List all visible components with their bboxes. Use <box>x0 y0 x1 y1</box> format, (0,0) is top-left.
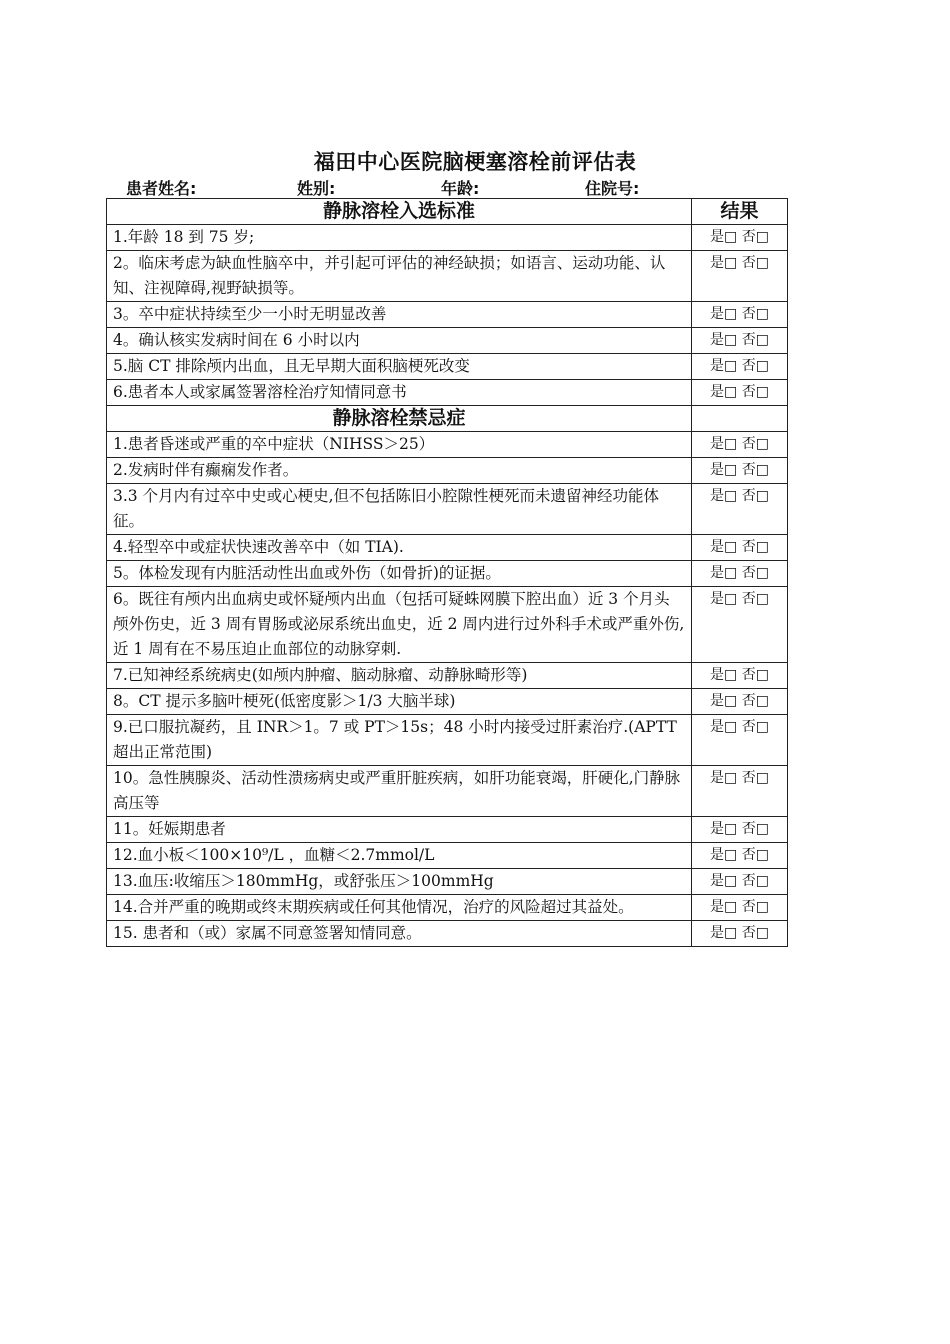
contraindication-row <box>107 895 788 921</box>
inclusion-row <box>107 251 788 302</box>
yes-no-checkbox[interactable]: 是□ 否□ <box>692 484 788 535</box>
contraindication-row <box>107 843 788 869</box>
inclusion-row <box>107 225 788 251</box>
contraindication-row <box>107 663 788 689</box>
inclusion-criterion: 5.脑 CT 排除颅内出血，且无早期大面积脑梗死改变 <box>107 354 692 380</box>
yes-no-checkbox[interactable]: 是□ 否□ <box>692 354 788 380</box>
contraindication-row <box>107 715 788 766</box>
contraindication-criterion: 5。体检发现有内脏活动性出血或外伤（如骨折)的证据。 <box>107 561 692 587</box>
yes-no-checkbox[interactable]: 是□ 否□ <box>692 225 788 251</box>
yes-no-checkbox[interactable]: 是□ 否□ <box>692 817 788 843</box>
contraindication-criterion: 10。急性胰腺炎、活动性溃疡病史或严重肝脏疾病，如肝功能衰竭，肝硬化,门静脉高压等 <box>107 766 692 817</box>
patient-name-label: 患者姓名: <box>126 179 197 198</box>
inclusion-criterion: 4。确认核实发病时间在 6 小时以内 <box>107 328 692 354</box>
yes-no-checkbox[interactable]: 是□ 否□ <box>692 561 788 587</box>
contraindication-row <box>107 921 788 947</box>
contraindication-criterion: 8。CT 提示多脑叶梗死(低密度影＞1/3 大脑半球) <box>107 689 692 715</box>
yes-no-checkbox[interactable]: 是□ 否□ <box>692 587 788 663</box>
yes-no-checkbox[interactable]: 是□ 否□ <box>692 663 788 689</box>
inclusion-criterion: 3。卒中症状持续至少一小时无明显改善 <box>107 302 692 328</box>
inclusion-row <box>107 354 788 380</box>
patient-info-row <box>0 176 950 198</box>
yes-no-checkbox[interactable]: 是□ 否□ <box>692 715 788 766</box>
age-label: 年龄: <box>441 179 480 198</box>
empty-cell <box>692 406 788 432</box>
inclusion-row <box>107 380 788 406</box>
result-column-header: 结果 <box>692 199 788 225</box>
yes-no-checkbox[interactable]: 是□ 否□ <box>692 380 788 406</box>
contraindication-row <box>107 869 788 895</box>
contraindication-row <box>107 587 788 663</box>
yes-no-checkbox[interactable]: 是□ 否□ <box>692 895 788 921</box>
contraindication-criterion: 9.已口服抗凝药，且 INR＞1。7 或 PT＞15s；48 小时内接受过肝素治疗.(APTT 超出正常范围) <box>107 715 692 766</box>
hospital-number-label: 住院号: <box>585 179 640 198</box>
yes-no-checkbox[interactable]: 是□ 否□ <box>692 869 788 895</box>
yes-no-checkbox[interactable]: 是□ 否□ <box>692 251 788 302</box>
contraindication-row <box>107 484 788 535</box>
contraindication-criterion: 14.合并严重的晚期或终末期疾病或任何其他情况，治疗的风险超过其益处。 <box>107 895 692 921</box>
contraindication-header-row <box>107 406 788 432</box>
inclusion-header-row <box>107 199 788 225</box>
yes-no-checkbox[interactable]: 是□ 否□ <box>692 921 788 947</box>
inclusion-section-title: 静脉溶栓入选标准 <box>107 199 692 225</box>
contraindication-criterion: 15. 患者和（或）家属不同意签署知情同意。 <box>107 921 692 947</box>
contraindication-row <box>107 689 788 715</box>
yes-no-checkbox[interactable]: 是□ 否□ <box>692 535 788 561</box>
contraindication-criterion: 2.发病时伴有癫痫发作者。 <box>107 458 692 484</box>
contraindication-criterion: 4.轻型卒中或症状快速改善卒中（如 TIA). <box>107 535 692 561</box>
contraindication-criterion: 1.患者昏迷或严重的卒中症状（NIHSS＞25） <box>107 432 692 458</box>
contraindication-criterion: 12.血小板＜100×10⁹/L ，血糖＜2.7mmol/L <box>107 843 692 869</box>
contraindication-row <box>107 535 788 561</box>
contraindication-section-title: 静脉溶栓禁忌症 <box>107 406 692 432</box>
inclusion-row <box>107 328 788 354</box>
yes-no-checkbox[interactable]: 是□ 否□ <box>692 689 788 715</box>
contraindication-criterion: 13.血压:收缩压＞180mmHg，或舒张压＞100mmHg <box>107 869 692 895</box>
assessment-table <box>106 198 788 947</box>
contraindication-row <box>107 766 788 817</box>
contraindication-criterion: 3.3 个月内有过卒中史或心梗史,但不包括陈旧小腔隙性梗死而未遗留神经功能体征。 <box>107 484 692 535</box>
page-title: 福田中心医院脑梗塞溶栓前评估表 <box>313 150 637 174</box>
contraindication-row <box>107 432 788 458</box>
yes-no-checkbox[interactable]: 是□ 否□ <box>692 302 788 328</box>
contraindication-row <box>107 817 788 843</box>
inclusion-row <box>107 302 788 328</box>
yes-no-checkbox[interactable]: 是□ 否□ <box>692 432 788 458</box>
contraindication-criterion: 11。妊娠期患者 <box>107 817 692 843</box>
contraindication-row <box>107 458 788 484</box>
contraindication-row <box>107 561 788 587</box>
yes-no-checkbox[interactable]: 是□ 否□ <box>692 328 788 354</box>
yes-no-checkbox[interactable]: 是□ 否□ <box>692 766 788 817</box>
contraindication-criterion: 7.已知神经系统病史(如颅内肿瘤、脑动脉瘤、动静脉畸形等) <box>107 663 692 689</box>
sex-label: 姓别: <box>297 179 336 198</box>
inclusion-criterion: 1.年龄 18 到 75 岁; <box>107 225 692 251</box>
inclusion-criterion: 6.患者本人或家属签署溶栓治疗知情同意书 <box>107 380 692 406</box>
contraindication-criterion: 6。既往有颅内出血病史或怀疑颅内出血（包括可疑蛛网膜下腔出血）近 3 个月头颅外伤史，近 3 周有胃肠或泌尿系统出血史，近 2 周内进行过外科手术或严重外伤,近 1 周有在不易压迫止血部位的动脉穿刺. <box>107 587 692 663</box>
inclusion-criterion: 2。临床考虑为缺血性脑卒中，并引起可评估的神经缺损；如语言、运动功能、认知、注视障碍,视野缺损等。 <box>107 251 692 302</box>
yes-no-checkbox[interactable]: 是□ 否□ <box>692 843 788 869</box>
yes-no-checkbox[interactable]: 是□ 否□ <box>692 458 788 484</box>
